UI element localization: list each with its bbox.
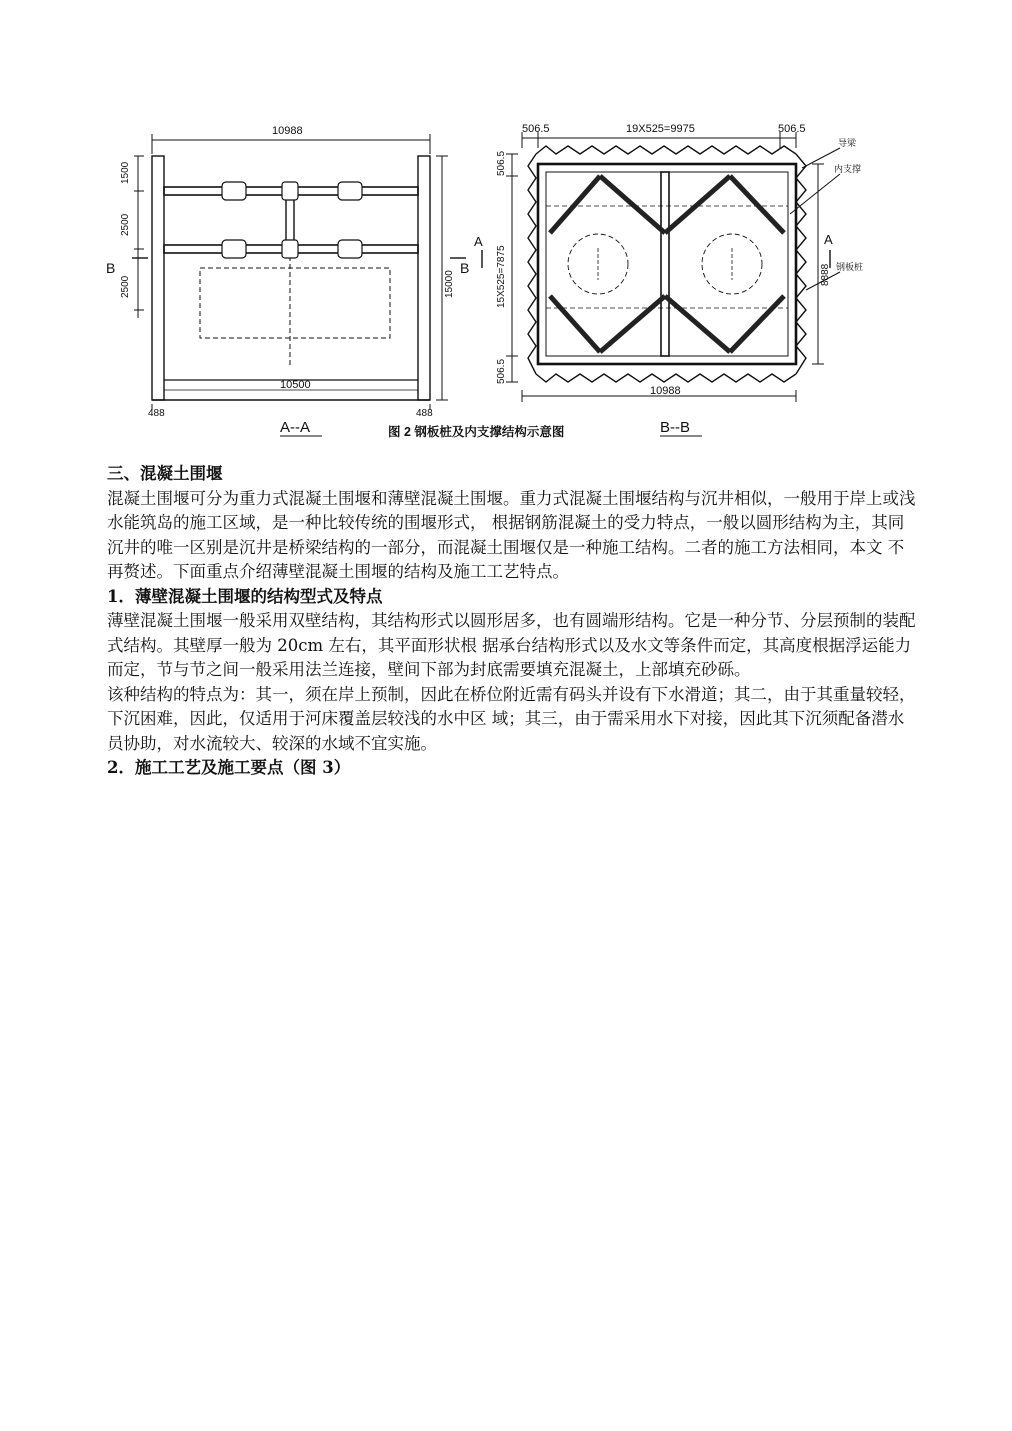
left-view-label: A--A bbox=[280, 419, 310, 436]
paragraph-2: 薄壁混凝土围堰一般采用双壁结构，其结构形式以圆形居多，也有圆端形结构。它是一种分节、分层预制的装配式结构。其壁厚一般为 20cm 左右，其平面形状根 据承台结构形式以及水文等条件而定，其高度根据浮运能力而定，节与节之间一般采用法兰连接，壁间下部为封底需要填充混凝土，上部填充砂砾。 bbox=[107, 611, 916, 679]
dim-right: 15000 bbox=[444, 270, 455, 298]
dim-left-mid-right-view: 15X525=7875 bbox=[496, 245, 507, 308]
section-mark-a-right: A bbox=[824, 232, 833, 247]
section-title: 三、混凝土围堰 bbox=[107, 464, 223, 483]
dim-top-left-right-view: 506.5 bbox=[522, 123, 550, 135]
dim-top-mid-right-view: 19X525=9975 bbox=[626, 123, 695, 135]
subsection-title-1: 1．薄壁混凝土围堰的结构型式及特点 bbox=[107, 586, 383, 606]
right-view-label: B--B bbox=[660, 419, 690, 436]
dim-left-3: 2500 bbox=[120, 275, 131, 298]
figure-steel-sheet-pile bbox=[106, 118, 872, 448]
left-view-labels bbox=[106, 125, 469, 436]
figure-caption: 图 2 钢板桩及内支撑结构示意图 bbox=[388, 425, 565, 439]
paragraph-1: 混凝土围堰可分为重力式混凝土围堰和薄壁混凝土围堰。重力式混凝土围堰结构与沉井相似，一般用于岸上或浅水能筑岛的施工区域，是一种比较传统的围堰形式， 根据钢筋混凝土的受力特点，一般以圆形结构为主，其同沉井的唯一区别是沉井是桥梁结构的一部分，而混凝土围堰仅是一种施工结构。二者的施工方法相同，本文 不再赘述。下面重点介绍薄壁混凝土围堰的结构及施工工艺特点。 bbox=[107, 488, 916, 581]
dim-left-bottom-right-view: 506.5 bbox=[496, 358, 507, 384]
paragraph-3: 该种结构的特点为：其一，须在岸上预制，因此在桥位附近需有码头并设有下水滑道；其二，由于其重量较轻，下沉困难，因此，仅适用于河床覆盖层较浅的水中区 域；其三，由于需采用水下对接，因此其下沉须配备潜水员协助，对水流较大、较深的水域不宜实施。 bbox=[107, 684, 916, 753]
section-mark-b-left: B bbox=[106, 260, 116, 276]
dim-bottom-right-view: 10988 bbox=[650, 385, 681, 397]
dim-left-top-right-view: 506.5 bbox=[496, 150, 507, 176]
callout-guide-beam: 导梁 bbox=[838, 138, 857, 148]
dim-left-1: 1500 bbox=[120, 161, 131, 184]
dim-corner-right: 488 bbox=[416, 408, 433, 419]
dim-top-left: 10988 bbox=[272, 125, 303, 137]
dim-corner-left: 488 bbox=[148, 408, 165, 419]
section-mark-b-right: B bbox=[460, 260, 470, 276]
callout-sheet-pile: 钢板桩 bbox=[836, 262, 864, 272]
subsection-title-2: 2．施工工艺及施工要点（图 3） bbox=[107, 758, 351, 777]
document-body bbox=[107, 462, 917, 781]
callout-inner-support: 内支撑 bbox=[834, 164, 862, 174]
dim-left-2: 2500 bbox=[120, 213, 131, 236]
dim-top-right-right-view: 506.5 bbox=[778, 123, 806, 135]
dim-bottom-left: 10500 bbox=[280, 379, 311, 391]
section-mark-a-left: A bbox=[474, 234, 483, 249]
dim-right-right-view: 8888 bbox=[820, 263, 831, 286]
